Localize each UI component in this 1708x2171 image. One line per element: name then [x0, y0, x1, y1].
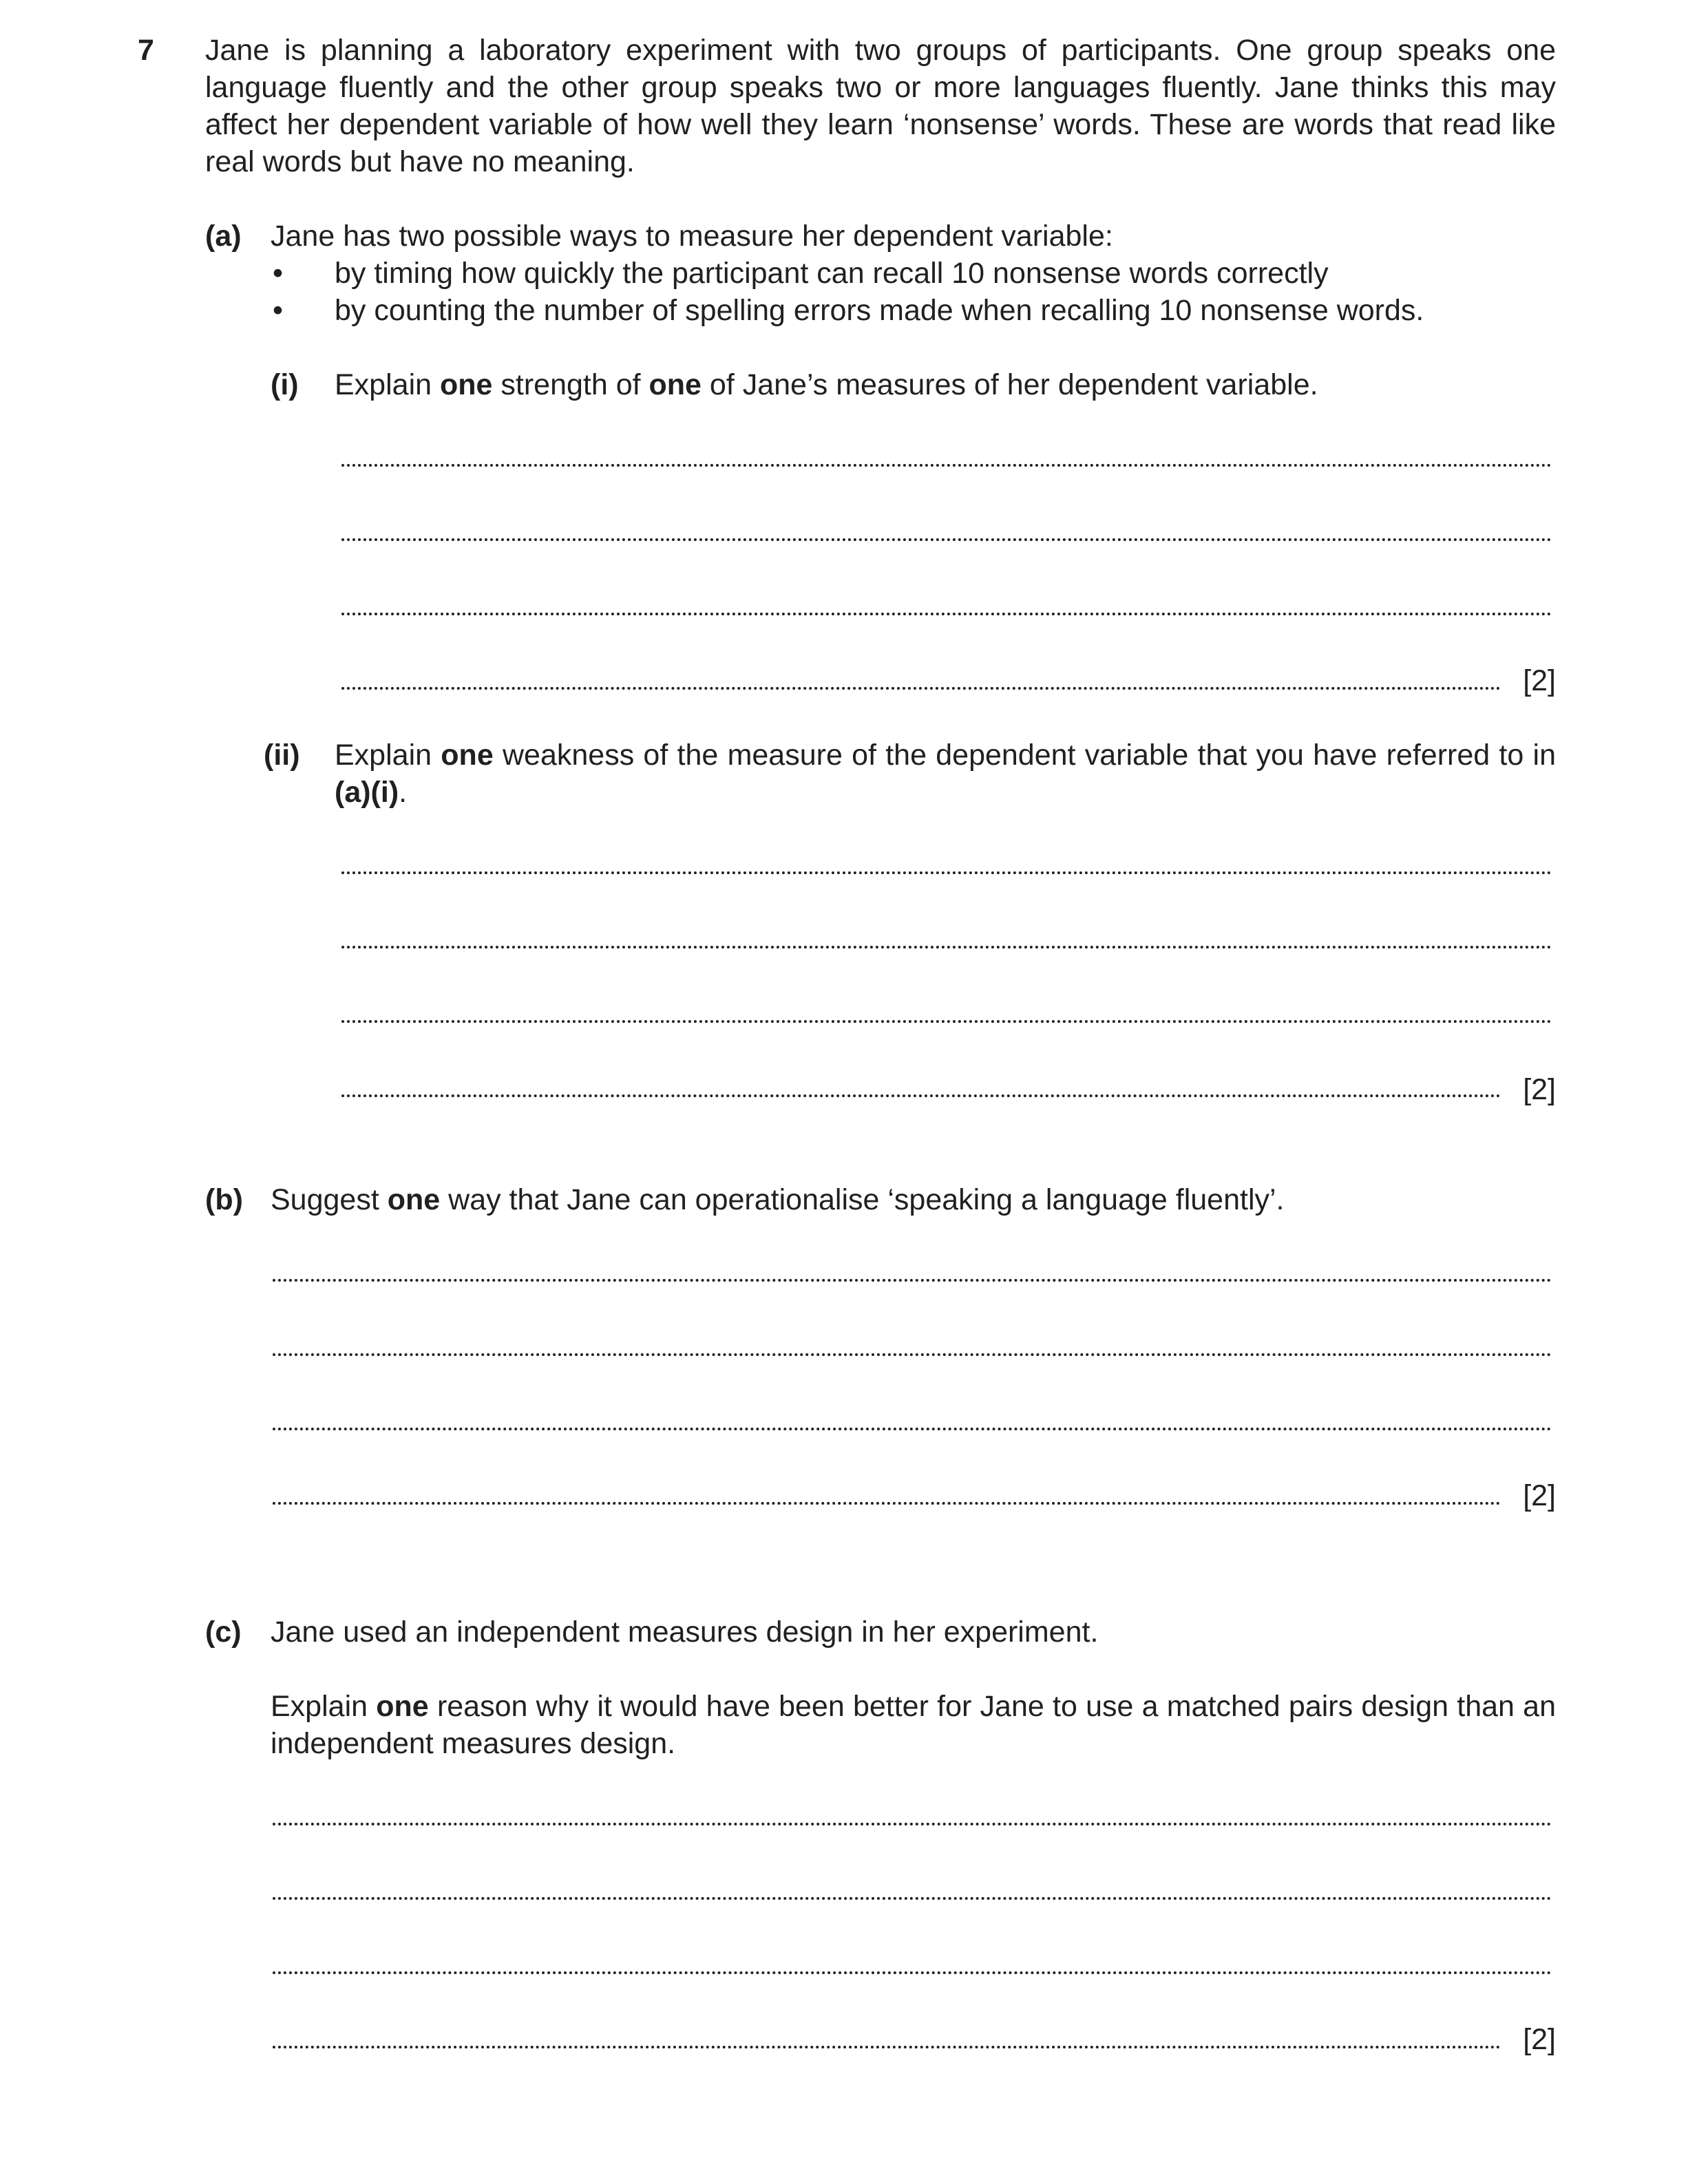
answer-line[interactable]: [273, 1897, 1552, 1900]
answer-line[interactable]: [273, 1971, 1552, 1974]
part-a-ii-question: Explain one weakness of the measure of the dependent variable that you have referred to in (a)(i).: [335, 739, 1556, 809]
part-b-label: (b): [205, 1183, 243, 1216]
answer-line[interactable]: [273, 1353, 1552, 1356]
answer-line[interactable]: [341, 464, 1552, 467]
marks-b: [2]: [1523, 1479, 1556, 1512]
part-c-question: Explain one reason why it would have been better for Jane to use a matched pairs design than an independent measures design.: [271, 1690, 1557, 1760]
answer-line[interactable]: [273, 2046, 1501, 2048]
part-b-question: Suggest one way that Jane can operationalise ‘speaking a language fluently’.: [271, 1183, 1285, 1216]
marks-c: [2]: [1523, 2023, 1556, 2056]
part-a-label: (a): [205, 220, 242, 253]
part-a-intro: Jane has two possible ways to measure her dependent variable:: [271, 220, 1113, 253]
part-a-i-label: (i): [271, 368, 299, 401]
bullet-item-2: by counting the number of spelling errors made when recalling 10 nonsense words.: [335, 294, 1424, 327]
bullet-marker-2: •: [273, 294, 284, 327]
answer-line[interactable]: [273, 1502, 1501, 1505]
part-c-label: (c): [205, 1616, 242, 1649]
answer-line[interactable]: [341, 538, 1552, 541]
part-a-i-question: Explain one strength of one of Jane’s measures of her dependent variable.: [335, 368, 1318, 401]
bullet-item-1: by timing how quickly the participant can recall 10 nonsense words correctly: [335, 257, 1329, 290]
answer-line[interactable]: [273, 1823, 1552, 1825]
answer-line[interactable]: [341, 687, 1501, 690]
answer-line[interactable]: [341, 1094, 1501, 1097]
question-number: 7: [138, 34, 154, 67]
marks-a-i: [2]: [1523, 664, 1556, 697]
answer-line[interactable]: [273, 1279, 1552, 1282]
marks-a-ii: [2]: [1523, 1073, 1556, 1106]
answer-line[interactable]: [341, 946, 1552, 949]
answer-line[interactable]: [273, 1428, 1552, 1430]
bullet-marker-1: •: [273, 257, 284, 290]
answer-line[interactable]: [341, 1020, 1552, 1023]
answer-line[interactable]: [341, 871, 1552, 874]
question-stem: Jane is planning a laboratory experiment with two groups of participants. One group speaks one language fluently and the other group speaks two or more languages fluently. Jane thinks this may affect her dependent variable of how well they learn ‘nonsense’ words. These are words that read like real words but have no meaning.: [205, 34, 1556, 178]
answer-line[interactable]: [341, 613, 1552, 615]
part-a-ii-label: (ii): [264, 739, 300, 772]
part-c-intro: Jane used an independent measures design in her experiment.: [271, 1616, 1099, 1649]
